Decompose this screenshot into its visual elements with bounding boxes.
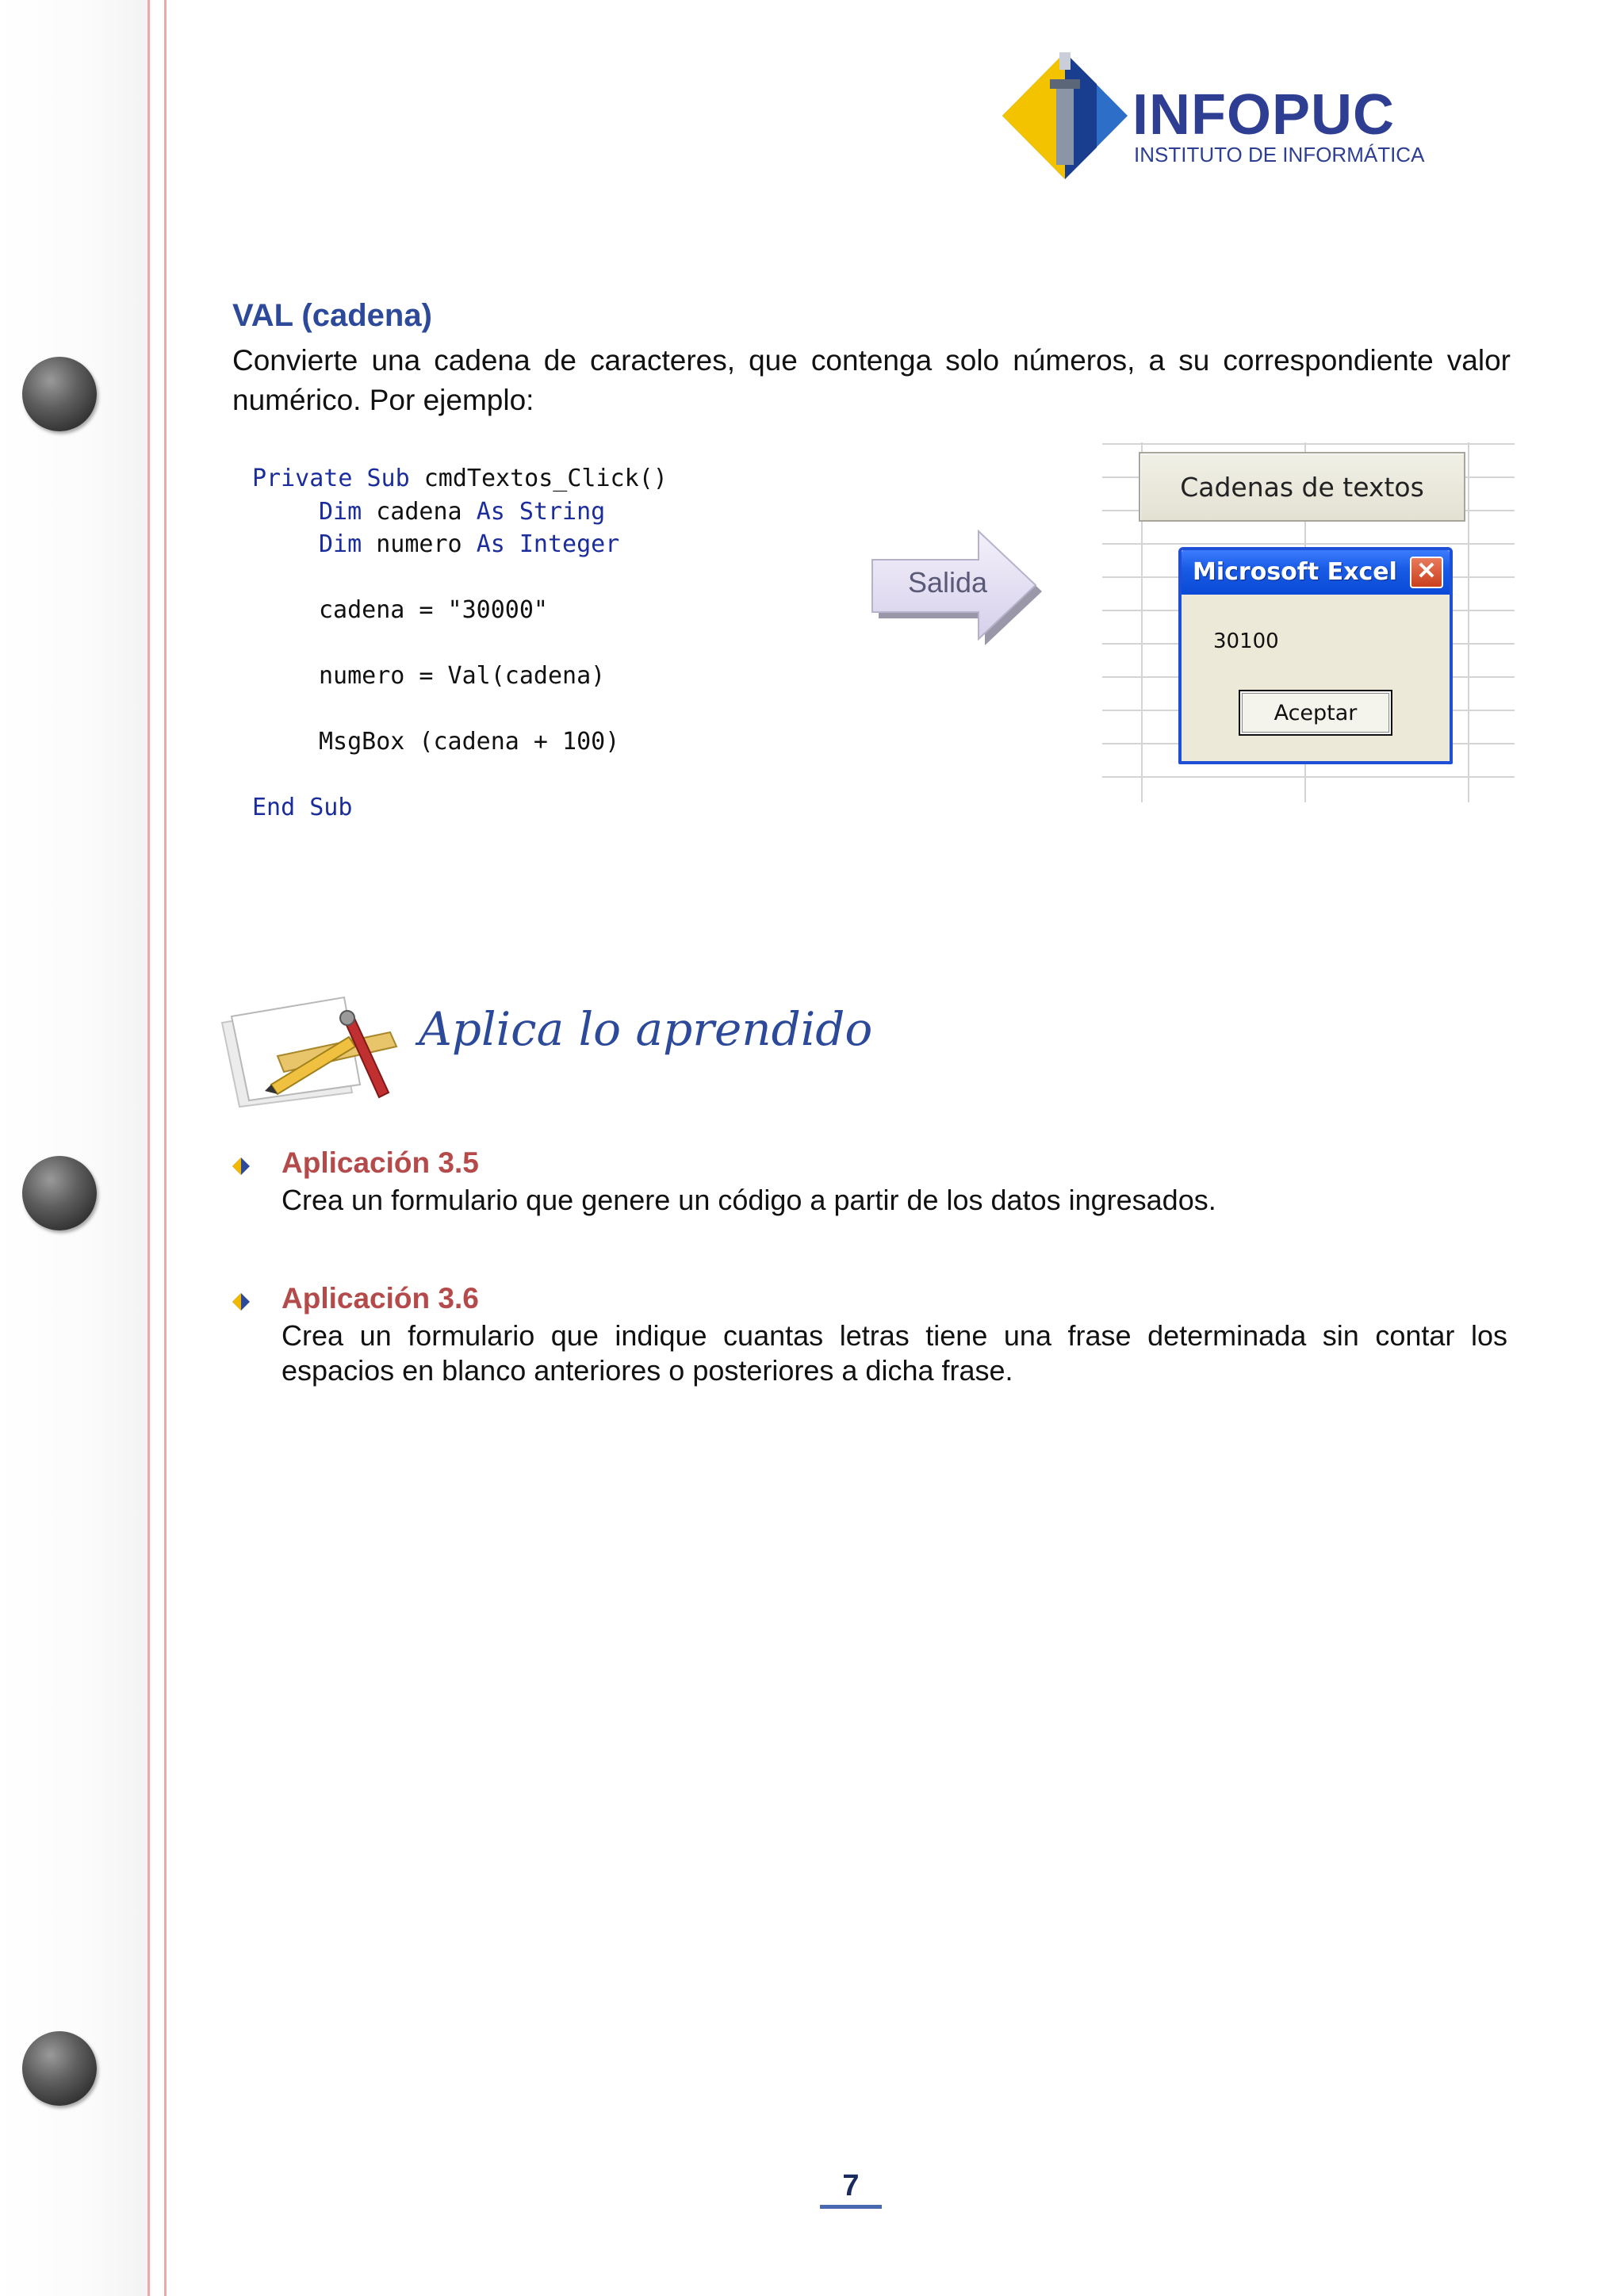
- code-keyword: As String: [476, 497, 606, 526]
- code-line: [252, 594, 668, 627]
- application-text: Crea un formulario que indique cuantas letras tiene una frase determinada sin contar los espacios en blanco anteriores o posteriores a dicha frase.: [282, 1319, 1507, 1387]
- binder-hole: [22, 1156, 97, 1230]
- diamond-bullet-icon: [232, 1157, 251, 1176]
- code-text: cadena: [362, 497, 477, 526]
- cadenas-de-textos-button[interactable]: Cadenas de textos: [1139, 452, 1465, 522]
- infopuc-logo: [998, 48, 1442, 190]
- arrow-label: Salida: [907, 566, 988, 599]
- code-keyword: Dim: [319, 530, 362, 558]
- diamond-bullet-icon: [232, 1292, 251, 1311]
- drafting-tools-icon: [216, 974, 398, 1108]
- code-listing: [252, 462, 668, 825]
- message-box-value: 30100: [1213, 629, 1279, 653]
- code-line-blank: [252, 561, 668, 595]
- code-keyword: Dim: [319, 497, 362, 526]
- margin-line: [147, 0, 150, 2296]
- infopuc-logo-icon: [998, 48, 1132, 190]
- code-line-blank: [252, 627, 668, 660]
- code-line-blank: [252, 693, 668, 726]
- code-text: numero = Val(cadena): [319, 662, 606, 690]
- binder-hole: [22, 2031, 97, 2106]
- code-line: [252, 791, 668, 825]
- aplica-title: Aplica lo aprendido: [419, 1002, 873, 1056]
- code-line-blank: [252, 759, 668, 792]
- code-text: cadena = "30000": [319, 596, 548, 624]
- code-line: [252, 528, 668, 561]
- code-keyword: As Integer: [476, 530, 620, 558]
- application-title: Aplicación 3.6: [282, 1282, 479, 1314]
- code-line: [252, 725, 668, 759]
- page-margin: [0, 0, 151, 2296]
- code-keyword: End Sub: [252, 794, 353, 821]
- code-text: MsgBox (cadena + 100): [319, 728, 620, 756]
- page-number: 7: [820, 2169, 882, 2209]
- code-line: [252, 660, 668, 693]
- binder-hole: [22, 357, 97, 431]
- logo-subtitle: INSTITUTO DE INFORMÁTICA: [1134, 143, 1425, 166]
- section-description: Convierte una cadena de caracteres, que contenga solo números, a su correspondiente valor numérico. Por ejemplo:: [232, 344, 1511, 416]
- logo-name: INFOPUC: [1132, 83, 1395, 147]
- application-title: Aplicación 3.5: [282, 1146, 479, 1179]
- aceptar-button[interactable]: Aceptar: [1239, 690, 1392, 736]
- excel-message-box: [1178, 547, 1453, 764]
- code-text: numero: [362, 530, 477, 558]
- code-text: cmdTextos_Click(): [409, 465, 668, 492]
- code-keyword: Private Sub: [252, 465, 410, 492]
- close-icon[interactable]: ✕: [1410, 557, 1443, 588]
- margin-line: [164, 0, 167, 2296]
- application-text: Crea un formulario que genere un código a partir de los datos ingresados.: [282, 1184, 1216, 1216]
- section-title: VAL (cadena): [232, 298, 432, 333]
- message-box-titlebar: [1182, 550, 1450, 595]
- message-box-title: Microsoft Excel: [1193, 558, 1397, 586]
- code-line: [252, 462, 668, 496]
- code-line: [252, 496, 668, 529]
